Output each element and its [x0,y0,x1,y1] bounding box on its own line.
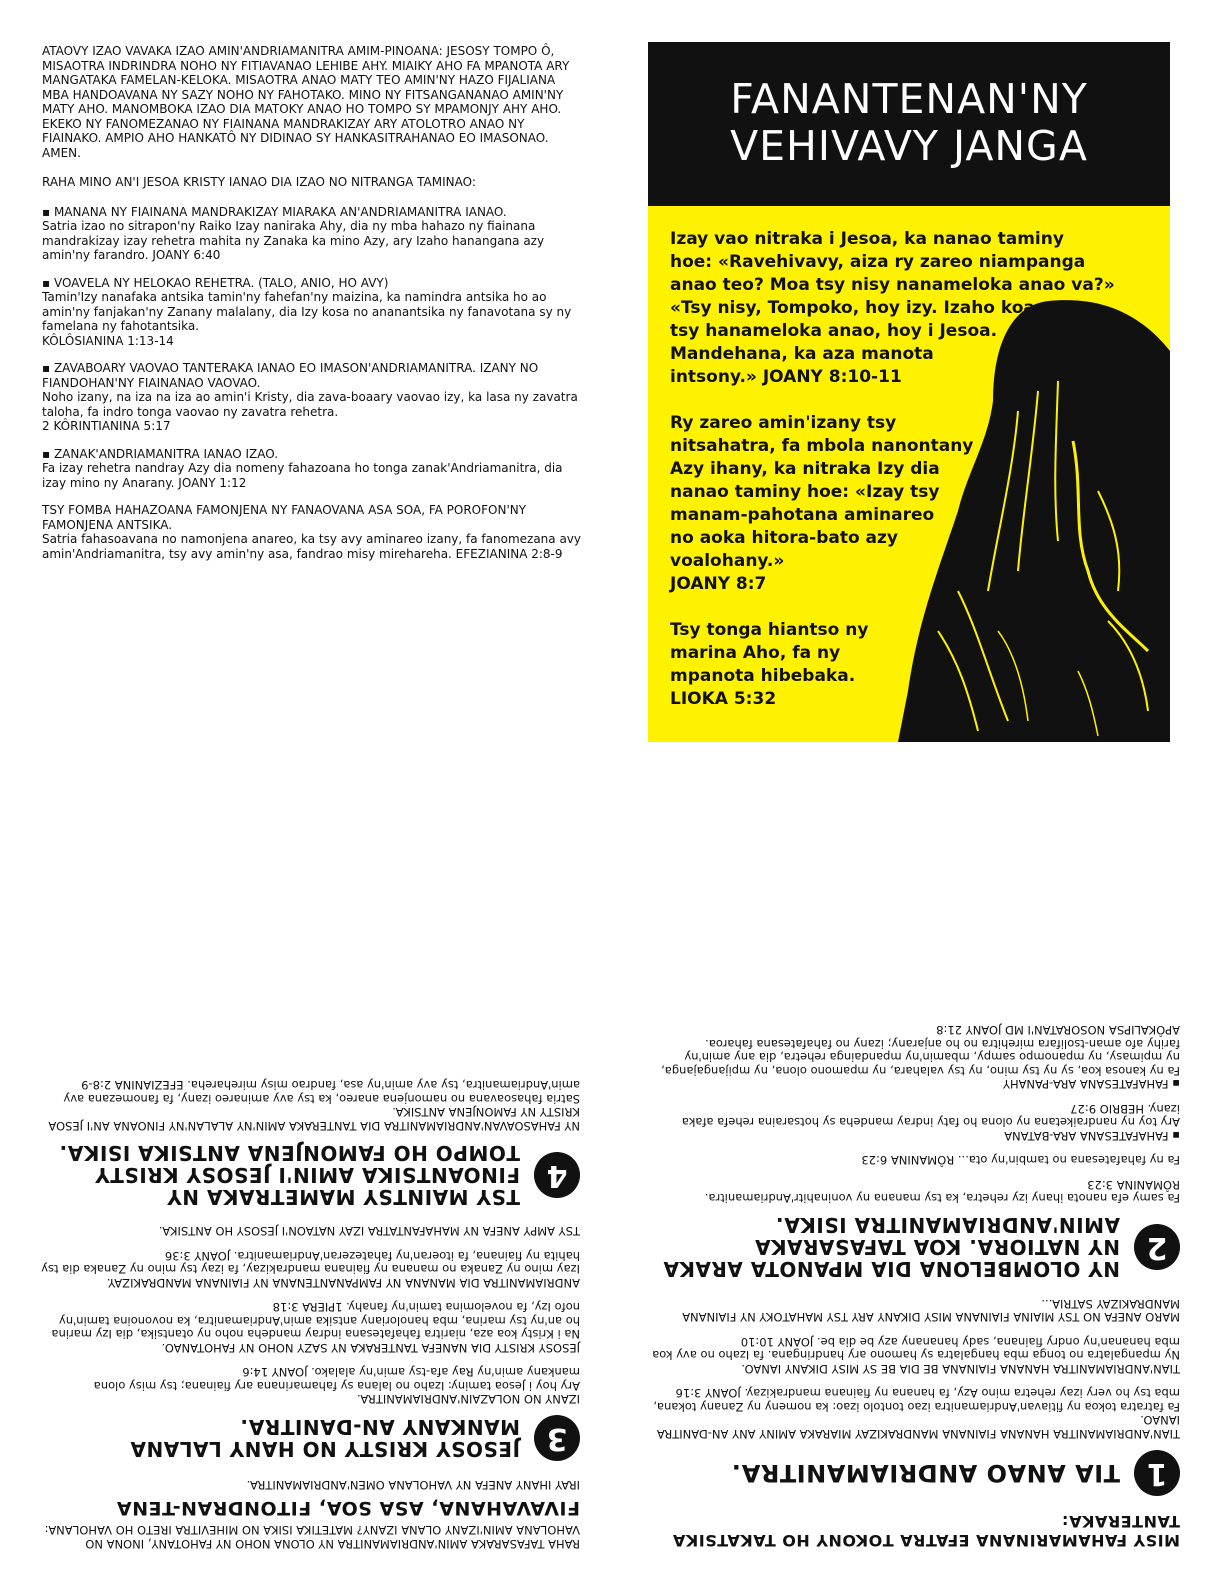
item-reference: 2 KÔRINTIANINA 5:17 [42,419,171,433]
prayer-panel [42,44,582,574]
scripture-line: manam-pahotana aminareo [670,505,935,525]
item-heading: JESOSY KRISTY DIA NANEFA TANTERAKA NY SAZY NOHO NY FAHOTANAO. [161,1341,580,1355]
scripture-line: «Tsy nisy, Tompoko, hoy izy. Izaho koa [670,298,1035,318]
section-title: NY OLOMBELONA DIA MPANOTA ARAKA NY NATIORA. KOA TAFASARAKA AMIN'ANDRIAMANITRA ISIKA. [662,1213,1120,1282]
cover-title [648,42,1170,206]
panel-header [40,1478,580,1551]
list-item [40,1078,580,1132]
item-heading: TIAN'ANDRIAMANITRA HANANA FIAINANA BE DIA BE SY MISY DIKANY IANAO. [741,1362,1180,1376]
scripture-line: mpanota hibebaka. [670,666,856,686]
list-item [648,1335,1180,1376]
item-heading: ▪ VOAVELA NY HELOKAO REHETRA. (TALO, ANIO, HO AVY) [42,275,389,290]
item-text: Izay mino ny Zanaka no manana ny fiainana mandrakizay, fa izay tsy mino ny Zanaka dia tsy hahita ny fiainana, fa itoeran'ny fahatezeran'Andriamanitra. JOANY 3:36 [41,1249,580,1277]
scripture-line: voalohany.» [670,551,785,571]
scripture-line: intsony.» JOANY 8:10-11 [670,367,902,387]
item-text: Fa ny kanosa koa, sy ny tsy mino, ny tsy valahara, ny mpamono olona, ny mpijangajanga, ny mpimasy, ny mpanompo sampy, mbamin'ny mpandainga rehetra, dia any amin'ny farihy afo aman-tsolifara mirehitra no ho anjarany; izany no fahafatesana faharoa. APÔKALIPSA NOSORATAN'I MD JOANY 21:8 [661,1023,1180,1078]
header-big: FIVAVAHANA, ASA SOA, FITONDRAN-TENA [116,1497,580,1519]
header-tail: IRAY IHANY ANEFA NY VAHOLANA OMEN'ANDRIAMANITRA. [246,1478,580,1492]
scripture-line: no aoka hitora-bato azy [670,528,899,548]
section-title: JESOSY KRISTY NO HANY LALANA MANKANY AN-DANITRA. [130,1415,520,1462]
item-text: Satria fahasoavana no namonjena anareo, ka tsy avy aminareo izany, fa fanomezana avy amin'Andriamanitra, tsy avy amin'ny asa, fandrao misy mirehareha. EFEZIANINA 2:8-9 [63,1078,580,1106]
list-item [40,1224,580,1238]
scripture-line: Azy ihany, ka nitraka Izy dia [670,459,940,479]
section-2 [648,1023,1180,1281]
scripture-line: JOANY 8:7 [670,574,767,594]
item-text: Ary toy ny nandraiketana ny olona ho faty indray mandeha sy hotsaraina rehefa afaka izany. HEBRIO 9:27 [681,1102,1180,1130]
item-text: Tamin'Izy nanafaka antsika tamin'ny fahefan'ny maizina, ka namindra antsika ho ao amin'ny fanjakan'ny Zanany malalany, dia Izy kosa no ananantsika ny fanavotana sy ny famelana ny fahotantsika. [42,290,572,333]
list-item [42,447,582,491]
cover-title-line: VEHIVAVY JANGA [730,122,1088,170]
scripture-line: anao teo? Moa tsy nisy nanameloka anao va?» [670,275,1115,295]
list-item [40,1365,580,1406]
list-item [648,1178,1180,1205]
list-item [42,276,582,349]
section-number: 4 [534,1152,580,1198]
item-text: Fa fatratra tokoa ny fitiavan'Andriamanitra izao tontolo izao: ka nomeny ny Zanany tokana, mba tsy ho very izay rehetra mino Azy, fa hanana ny fiainana mandrakizay. JOANY 3:16 [653,1386,1180,1414]
item-text: Na i Kristy koa aza, niaritra fahafatesana indray mandeha noho ny otantsika, dia Izy marina ho an'ny tsy marina, mba hanoloriany antsika amin'Andriamanitra, ka novonoina tamin'ny nofo Izy, fa novelomina tamin'ny fanahy. 1PIERA 3:18 [51,1300,580,1342]
sections-1-2-panel [648,820,1180,1550]
scripture-line: Tsy tonga hiantso ny [670,620,869,640]
item-text: Ny mpangalatra no tonga mba hangalatra sy hamono ary handringana. fa Izaho no avy koa mba hananan'ny ondry fiainana, sady hananany azy be dia be. JOANY 10:10 [652,1335,1180,1363]
scripture-line: nanao taminy hoe: «Izay tsy [670,482,940,502]
panel-header [648,1512,1180,1550]
section-title: TSY MAINTSY MAMETRAKA NY FINOANTSIKA AMIN'I JESOSY KRISTY TOMPO HO FAMONJENA ANTSIKA ISIKA. [58,1141,520,1209]
header-text: RAHA TAFASARAKA AMIN'ANDRIAMANITRA NY OLONA NOHO NY FAHOTANY, INONA NO VAHOLANA AMIN'IZANY OLANA IZANY? MATETIKA ISIKA NO MIHEVITRA IRETO HO VAHOLANA: [44,1523,580,1551]
item-heading: ▪ FAHAFATESANA ARA-BATANA [1004,1129,1180,1143]
list-item [40,1249,580,1290]
item-heading: TIAN'ANDRIAMANITRA HANANA FIAINANA MANDRAKIZAY MIARAKA AMINY ANY AN-DANITRA IANAO. [656,1413,1180,1441]
list-item [648,1153,1180,1167]
cover-body [648,206,1170,742]
item-heading: TSY AMPY ANEFA NY MAHAFANTATRA IZAY NATAON'I JESOSY HO ANTSIKA. [158,1224,580,1239]
scripture-line: LIOKA 5:32 [670,689,777,709]
cover-scripture [670,228,1148,734]
cover-title-line: FANANTENAN'NY [730,75,1088,123]
item-text: Fa ny fahafatesana no tambin'ny ota... RÔMANINA 6:23 [861,1153,1180,1168]
list-item [648,1386,1180,1440]
item-heading: ▪ MANANA NY FIAINANA MANDRAKIZAY MIARAKA AN'ANDRIAMANITRA IANAO. [42,204,507,219]
section-title: TIA ANAO ANDRIAMANITRA. [731,1459,1120,1487]
section-number: 3 [534,1416,580,1462]
list-item [648,1297,1180,1324]
scripture-block-1 [670,228,1148,389]
scripture-line: Izay vao nitraka i Jesoa, ka nanao taminy [670,229,1064,249]
item-heading: NY FAHASOAVAN'ANDRIAMANITRA DIA TANTERAKA AMIN'NY ALALAN'NY FINOANA AN'I JESOA KRISTY NY FAMONJENA ANTSIKA. [48,1105,580,1133]
item-reference: KÔLÔSIANINA 1:13-14 [42,333,174,348]
closing-block [42,503,582,561]
scripture-line: tsy hanameloka anao, hoy i Jesoa. [670,321,998,341]
closing-heading: TSY FOMBA HAHAZOANA FAMONJENA NY FANAOVANA ASA SOA, FA POROFON'NY FAMONJENA ANTSIKA. [42,503,527,532]
item-text: Satria izao no sitrapon'ny Raiko Izay naniraka Ahy, dia ny mba hahazo ny fiainana mandrakizay izay rehetra mahita ny Zanaka ka mino Azy, ary Izaho hanangana azy amin'ny farandro. JOANY 6:40 [42,219,545,262]
section-number: 1 [1134,1450,1180,1496]
item-heading: ▪ ZAVABOARY VAOVAO TANTERAKA IANAO EO IMASON'ANDRIAMANITRA. IZANY NO FIANDOHAN'NY FIAINANAO VAOVAO. [42,361,539,390]
intro-text: RAHA MINO AN'I JESOA KRISTY IANAO DIA IZAO NO NITRANGA TAMINAO: [42,175,476,189]
list-item [40,1300,580,1354]
list-item [42,205,582,263]
item-text: Fa izay rehetra nandray Azy dia nomeny fahazoana ho tonga zanak'Andriamanitra, dia izay mino ny Anarany. JOANY 1:12 [42,461,563,490]
scripture-block-2 [670,412,1148,596]
item-heading: ▪ FAHAFATESANA ARA-PANAHY [1002,1077,1180,1092]
section-4 [40,1078,580,1208]
section-3 [40,1224,580,1462]
item-heading: ANDRIAMANITRA DIA MANANA NY FAMPANANTENANA NY FIAINANA MANDRAKIZAY. [106,1276,580,1290]
item-heading: ▪ ZANAK'ANDRIAMANITRA IANAO IZAO. [42,446,279,461]
scripture-line: Ry zareo amin'izany tsy [670,413,897,433]
prayer-text: ATAOVY IZAO VAVAKA IZAO AMIN'ANDRIAMANITRA AMIM-PINOANA: JESOSY TOMPO Ô, MISAOTRA INDRINDRA NOHO NY FITIAVANAO LEHIBE AHY. MIAIKY AHO FA MPANOTA ARY MANGATAKA FAMELAN-KELOKA. MISAOTRA ANAO MATY TEO AMIN'NY HAZO FIJALIANA MBA HANDOAVANA NY SAZY NOHO NY FAHOTAKO. MINO NY FITSANGANANAO AMIN'NY MATY AHO. MANOMBOKA IZAO DIA MATOKY ANAO HO TOMPO SY MPAMONJY AHY AHO. EKEKO NY FANOMEZANAO NY FIAINANA MANDRAKIZAY ARY ATOLOTRO ANAO NY FIAINAKO. AMPIO AHO HANKATÔ NY DIDINAO SY HANKASITRAHANAO EO IMASONAO. AMEN. [42,44,570,160]
item-heading: MARO ANEFA NO TSY MIAINA FIAINANA MISY DIKANY ARY TSY MAHATOKY NY FIAINANA MANDRAKIZAY SATRIA... [682,1297,1180,1325]
item-text: Ary hoy i Jesoa taminy: Izaho no lalana sy fahamarinana ary fiainana; tsy misy olona mankany amin'ny Ray afa-tsy amin'ny alalako. JOANY 14:6 [93,1365,580,1393]
closing-text: Satria fahasoavana no namonjena anareo, ka tsy avy aminareo izany, fa fanomezana avy amin'Andriamanitra, tsy avy amin'ny asa, fandrao misy mirehareha. EFEZIANINA 2:8-9 [42,532,581,561]
item-text: Noho izany, na iza na iza ao amin'i Kristy, dia zava-boaary vaovao izy, ka lasa ny zavatra taloha, fa indro tonga vaovao ny zavatra rehetra. [42,390,578,419]
list-item [42,361,582,434]
list-item [648,1023,1180,1091]
scripture-line: marina Aho, fa ny [670,643,841,663]
scripture-block-3 [670,619,1148,711]
scripture-line: hoe: «Ravehivavy, aiza ry zareo niampanga [670,252,1086,272]
section-1 [648,1297,1180,1497]
scripture-line: Mandehana, ka aza manota [670,344,934,364]
section-number: 2 [1134,1225,1180,1271]
sections-3-4-panel [40,820,580,1550]
item-heading: IZANY NO NOLAZAIN'ANDRIAMANITRA. [356,1392,580,1407]
cover-panel [648,42,1170,742]
scripture-line: nitsahatra, fa mbola nanontany [670,436,974,456]
list-item [648,1102,1180,1143]
header-text: MISY FAHAMARINANA EFATRA TOKONY HO TAKATSIKA TANTERAKA: [672,1512,1180,1550]
item-text: Fa samy efa nanota ihany izy rehetra, ka tsy manana ny voninahitr'Andriamanitra. RÔMANINA 3:23 [704,1178,1180,1206]
